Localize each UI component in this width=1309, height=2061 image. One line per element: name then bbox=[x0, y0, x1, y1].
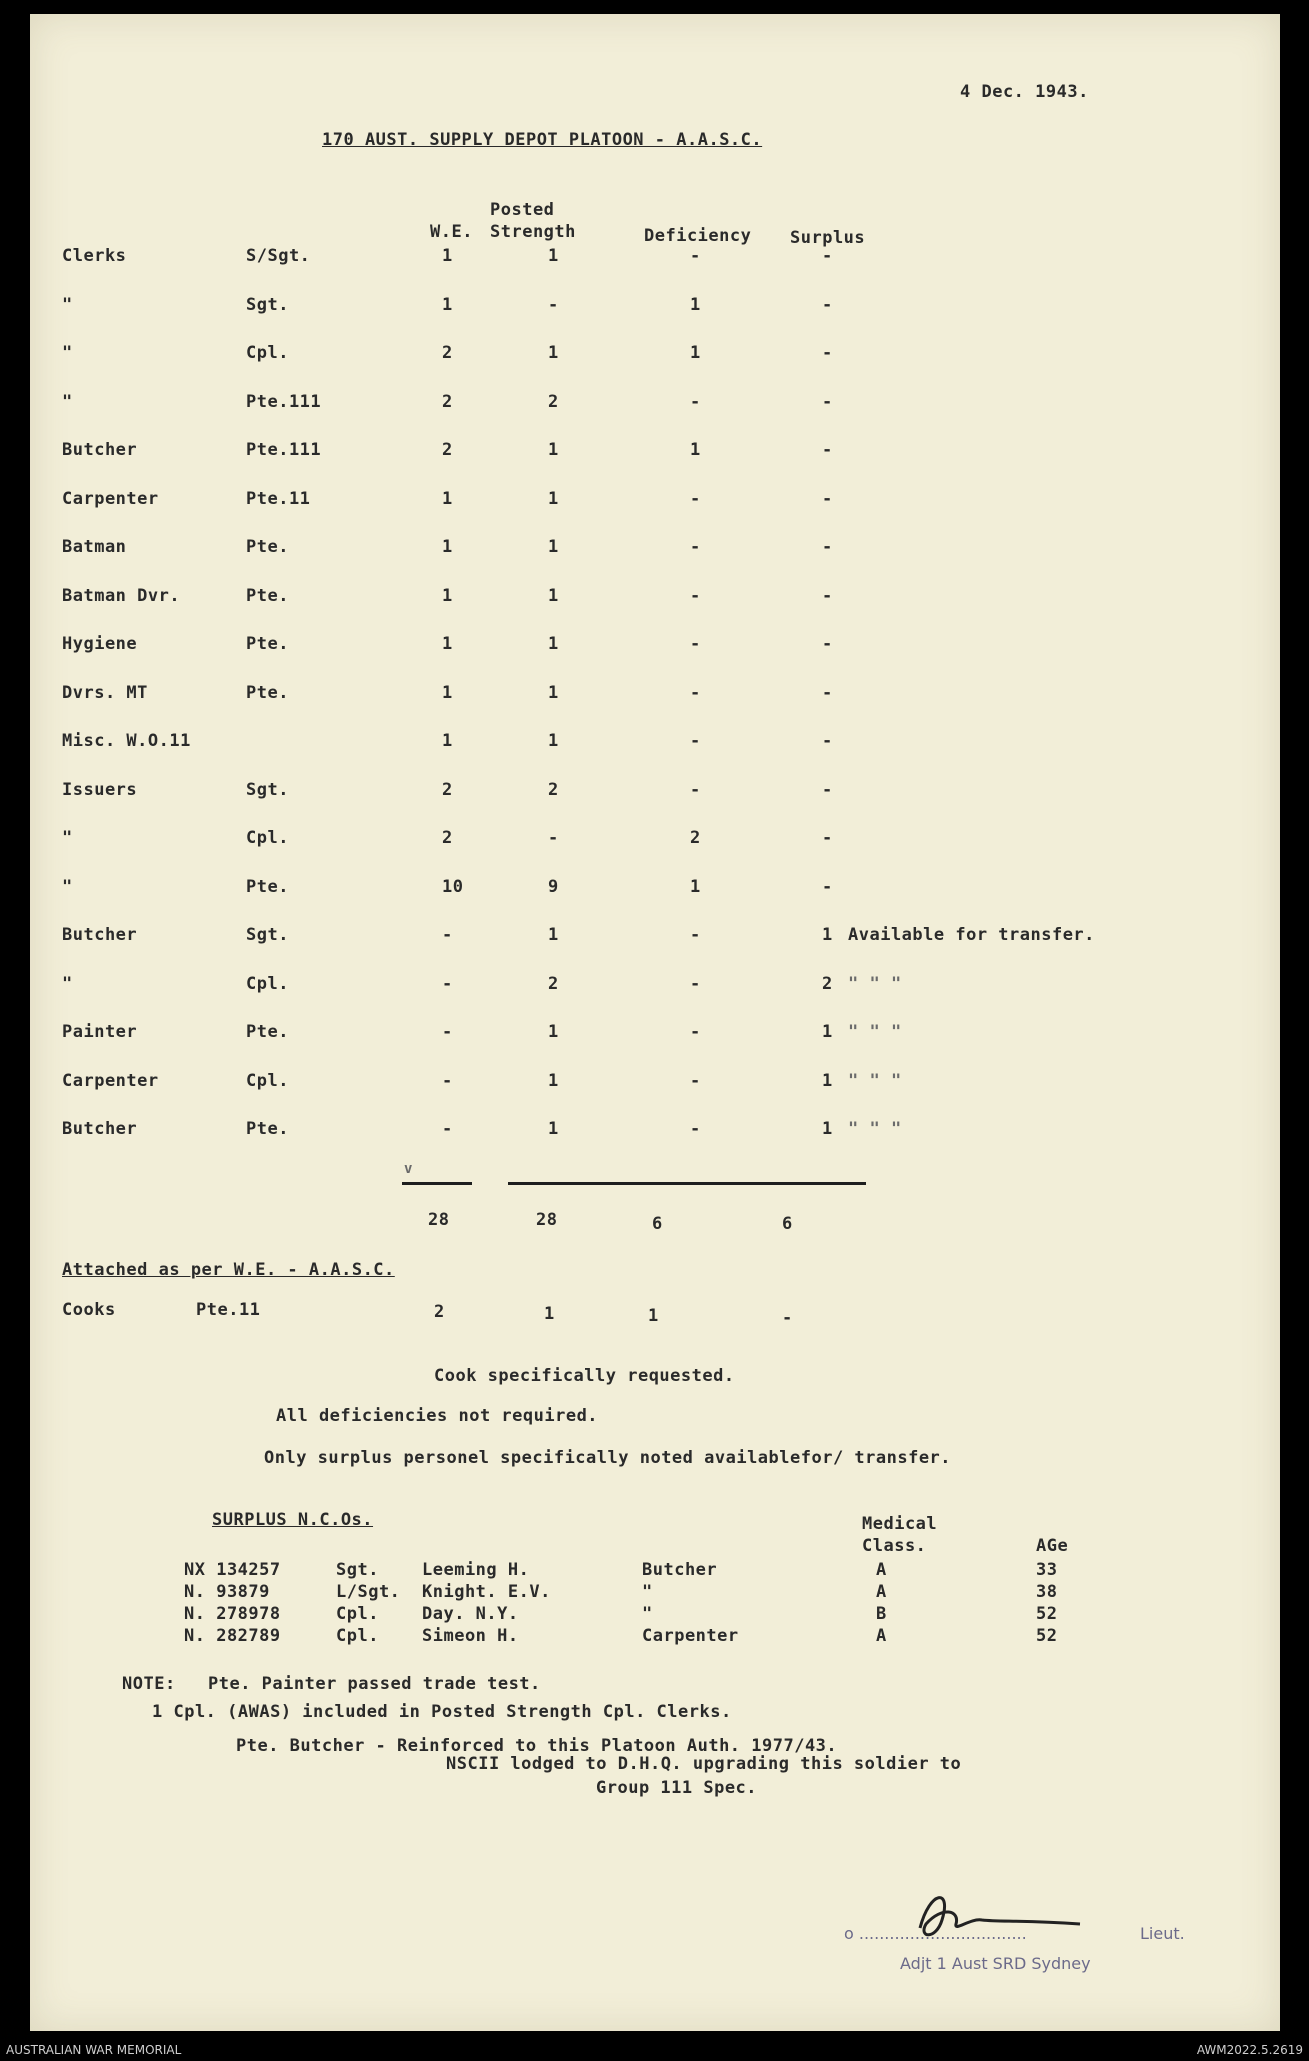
row-2-posted: 1 bbox=[548, 343, 559, 363]
row-18-def: - bbox=[690, 1119, 701, 1139]
row-10-we: 1 bbox=[442, 731, 453, 751]
footer-left: AUSTRALIAN WAR MEMORIAL bbox=[6, 2043, 182, 2057]
surplus-row-1-rank: L/Sgt. bbox=[336, 1582, 401, 1602]
row-15-rank: Cpl. bbox=[246, 973, 289, 994]
surplus-row-3-name: Simeon H. bbox=[422, 1626, 519, 1646]
row-7-sur: - bbox=[822, 585, 833, 606]
row-7-posted: 1 bbox=[548, 585, 559, 606]
row-18-sur: 1 bbox=[822, 1119, 833, 1139]
age-header: AGe bbox=[1036, 1536, 1069, 1556]
row-6-we: 1 bbox=[442, 537, 453, 557]
attached-heading: Attached as per W.E. - A.A.S.C. bbox=[62, 1260, 395, 1280]
surplus-row-2-trade: " bbox=[642, 1604, 653, 1624]
surplus-row-3-rank: Cpl. bbox=[336, 1626, 379, 1646]
row-2-we: 2 bbox=[442, 343, 453, 363]
row-18-posted: 1 bbox=[548, 1119, 559, 1139]
medical-header: Medical bbox=[862, 1514, 938, 1534]
row-5-rank: Pte.11 bbox=[246, 488, 311, 509]
row-7-we: 1 bbox=[442, 585, 453, 606]
row-10-sur: - bbox=[822, 731, 833, 751]
row-4-def: 1 bbox=[690, 440, 701, 460]
row-6-def: - bbox=[690, 537, 701, 557]
row-13-def: 1 bbox=[690, 876, 701, 897]
row-12-we: 2 bbox=[442, 828, 453, 848]
row-4-trade: Butcher bbox=[62, 440, 138, 460]
row-16-posted: 1 bbox=[548, 1022, 559, 1042]
row-14-sur: 1 bbox=[822, 925, 833, 945]
attached-deficiency: 1 bbox=[648, 1306, 659, 1326]
footer-right: AWM2022.5.2619 bbox=[1196, 2043, 1303, 2057]
stamp-adjutant: Adjt 1 Aust SRD Sydney bbox=[900, 1954, 1091, 1973]
surplus-row-3-cls: A bbox=[876, 1626, 887, 1646]
row-18-trade: Butcher bbox=[62, 1119, 138, 1139]
row-3-rank: Pte.111 bbox=[246, 391, 322, 412]
surplus-row-3-age: 52 bbox=[1036, 1626, 1058, 1646]
row-12-posted: - bbox=[548, 828, 559, 848]
surplus-row-2-cls: B bbox=[876, 1604, 887, 1624]
row-13-posted: 9 bbox=[548, 876, 559, 897]
row-14-trade: Butcher bbox=[62, 925, 138, 945]
row-5-def: - bbox=[690, 488, 701, 509]
row-8-trade: Hygiene bbox=[62, 634, 138, 654]
row-7-rank: Pte. bbox=[246, 585, 289, 606]
note-2: 1 Cpl. (AWAS) included in Posted Strength Cpl. Clerks. bbox=[152, 1702, 732, 1722]
row-12-trade: " bbox=[62, 828, 73, 848]
header-we: W.E. bbox=[430, 222, 473, 242]
surplus-row-2-no: N. 278978 bbox=[184, 1604, 281, 1624]
surplus-row-0-trade: Butcher bbox=[642, 1560, 718, 1580]
row-16-trade: Painter bbox=[62, 1022, 138, 1042]
surplus-heading: SURPLUS N.C.Os. bbox=[212, 1510, 374, 1530]
class-header: Class. bbox=[862, 1536, 927, 1556]
note-4: NSCII lodged to D.H.Q. upgrading this soldier to bbox=[446, 1754, 962, 1774]
row-2-rank: Cpl. bbox=[246, 343, 289, 363]
surplus-row-1-no: N. 93879 bbox=[184, 1582, 270, 1602]
row-6-posted: 1 bbox=[548, 537, 559, 557]
row-15-trade: " bbox=[62, 973, 73, 994]
row-14-def: - bbox=[690, 925, 701, 945]
row-9-we: 1 bbox=[442, 682, 453, 703]
surplus-row-0-rank: Sgt. bbox=[336, 1560, 379, 1580]
surplus-row-2-name: Day. N.Y. bbox=[422, 1604, 519, 1624]
surplus-row-0-no: NX 134257 bbox=[184, 1560, 281, 1580]
row-5-trade: Carpenter bbox=[62, 488, 159, 509]
row-17-rank: Cpl. bbox=[246, 1070, 289, 1091]
remark-1: Cook specifically requested. bbox=[434, 1366, 735, 1386]
row-2-sur: - bbox=[822, 343, 833, 363]
row-14-posted: 1 bbox=[548, 925, 559, 945]
surplus-row-1-cls: A bbox=[876, 1582, 887, 1602]
surplus-row-1-name: Knight. E.V. bbox=[422, 1582, 551, 1602]
attached-surplus: - bbox=[782, 1308, 793, 1328]
row-16-rank: Pte. bbox=[246, 1022, 289, 1042]
row-3-we: 2 bbox=[442, 391, 453, 412]
attached-we: 2 bbox=[434, 1302, 445, 1322]
row-0-trade: Clerks bbox=[62, 246, 127, 266]
row-0-posted: 1 bbox=[548, 246, 559, 266]
row-12-def: 2 bbox=[690, 828, 701, 848]
row-4-we: 2 bbox=[442, 440, 453, 460]
surplus-row-1-age: 38 bbox=[1036, 1582, 1058, 1602]
stamp-dots: o ................................. bbox=[844, 1924, 1027, 1943]
attached-trade: Cooks bbox=[62, 1300, 116, 1320]
row-16-we: - bbox=[442, 1022, 453, 1042]
row-15-we: - bbox=[442, 973, 453, 994]
surplus-row-3-no: N. 282789 bbox=[184, 1626, 281, 1646]
row-13-trade: " bbox=[62, 876, 73, 897]
row-5-posted: 1 bbox=[548, 488, 559, 509]
row-0-we: 1 bbox=[442, 246, 453, 266]
row-4-sur: - bbox=[822, 440, 833, 460]
row-1-posted: - bbox=[548, 294, 559, 315]
note-1: Pte. Painter passed trade test. bbox=[208, 1674, 541, 1694]
row-10-posted: 1 bbox=[548, 731, 559, 751]
row-11-we: 2 bbox=[442, 779, 453, 800]
row-8-def: - bbox=[690, 634, 701, 654]
row-2-trade: " bbox=[62, 343, 73, 363]
stamp-lieut: Lieut. bbox=[1140, 1924, 1185, 1943]
row-6-rank: Pte. bbox=[246, 537, 289, 557]
row-9-trade: Dvrs. MT bbox=[62, 682, 148, 703]
row-7-trade: Batman Dvr. bbox=[62, 585, 181, 606]
row-14-rank: Sgt. bbox=[246, 925, 289, 945]
surplus-row-0-age: 33 bbox=[1036, 1560, 1058, 1580]
row-0-rank: S/Sgt. bbox=[246, 246, 311, 266]
row-11-sur: - bbox=[822, 779, 833, 800]
total-rule-we bbox=[402, 1182, 472, 1185]
row-0-def: - bbox=[690, 246, 701, 266]
row-18-rank: Pte. bbox=[246, 1119, 289, 1139]
row-9-posted: 1 bbox=[548, 682, 559, 703]
row-8-we: 1 bbox=[442, 634, 453, 654]
row-17-posted: 1 bbox=[548, 1070, 559, 1091]
row-13-sur: - bbox=[822, 876, 833, 897]
row-4-posted: 1 bbox=[548, 440, 559, 460]
total-posted: 28 bbox=[536, 1210, 558, 1230]
row-10-trade: Misc. W.O.11 bbox=[62, 731, 191, 751]
row-9-sur: - bbox=[822, 682, 833, 703]
remark-2: All deficiencies not required. bbox=[276, 1406, 599, 1426]
row-17-note: " " " bbox=[848, 1070, 902, 1091]
header-surplus: Surplus bbox=[790, 228, 866, 248]
row-17-trade: Carpenter bbox=[62, 1070, 159, 1091]
row-5-we: 1 bbox=[442, 488, 453, 509]
row-3-posted: 2 bbox=[548, 391, 559, 412]
surplus-row-2-age: 52 bbox=[1036, 1604, 1058, 1624]
document-page bbox=[30, 14, 1280, 2031]
row-10-def: - bbox=[690, 731, 701, 751]
note-5: Group 111 Spec. bbox=[596, 1778, 758, 1798]
row-6-sur: - bbox=[822, 537, 833, 557]
total-rule bbox=[508, 1182, 866, 1185]
row-3-def: - bbox=[690, 391, 701, 412]
row-4-rank: Pte.111 bbox=[246, 440, 322, 460]
row-15-def: - bbox=[690, 973, 701, 994]
row-1-rank: Sgt. bbox=[246, 294, 289, 315]
row-5-sur: - bbox=[822, 488, 833, 509]
row-11-trade: Issuers bbox=[62, 779, 138, 800]
row-8-rank: Pte. bbox=[246, 634, 289, 654]
document-date: 4 Dec. 1943. bbox=[960, 82, 1089, 102]
row-17-we: - bbox=[442, 1070, 453, 1091]
row-13-rank: Pte. bbox=[246, 876, 289, 897]
row-3-trade: " bbox=[62, 391, 73, 412]
surplus-row-2-rank: Cpl. bbox=[336, 1604, 379, 1624]
row-16-note: " " " bbox=[848, 1022, 902, 1042]
row-9-rank: Pte. bbox=[246, 682, 289, 703]
row-7-def: - bbox=[690, 585, 701, 606]
row-11-rank: Sgt. bbox=[246, 779, 289, 800]
row-13-we: 10 bbox=[442, 876, 464, 897]
row-17-def: - bbox=[690, 1070, 701, 1091]
surplus-row-0-name: Leeming H. bbox=[422, 1560, 530, 1580]
row-1-def: 1 bbox=[690, 294, 701, 315]
total-we: 28 bbox=[428, 1210, 450, 1230]
note-3: Pte. Butcher - Reinforced to this Platoon Auth. 1977/43. bbox=[236, 1736, 838, 1756]
row-11-posted: 2 bbox=[548, 779, 559, 800]
total-deficiency: 6 bbox=[652, 1214, 663, 1234]
header-strength: Strength bbox=[490, 222, 576, 242]
row-16-def: - bbox=[690, 1022, 701, 1042]
row-0-sur: - bbox=[822, 246, 833, 266]
attached-rank: Pte.11 bbox=[196, 1300, 261, 1320]
row-2-def: 1 bbox=[690, 343, 701, 363]
row-1-we: 1 bbox=[442, 294, 453, 315]
row-17-sur: 1 bbox=[822, 1070, 833, 1091]
row-16-sur: 1 bbox=[822, 1022, 833, 1042]
surplus-row-0-cls: A bbox=[876, 1560, 887, 1580]
total-surplus: 6 bbox=[782, 1214, 793, 1234]
document-title: 170 AUST. SUPPLY DEPOT PLATOON - A.A.S.C. bbox=[322, 130, 763, 150]
row-12-sur: - bbox=[822, 828, 833, 848]
row-14-we: - bbox=[442, 925, 453, 945]
row-14-note: Available for transfer. bbox=[848, 925, 1095, 945]
row-12-rank: Cpl. bbox=[246, 828, 289, 848]
row-15-sur: 2 bbox=[822, 973, 833, 994]
row-1-sur: - bbox=[822, 294, 833, 315]
surplus-row-3-trade: Carpenter bbox=[642, 1626, 739, 1646]
surplus-row-1-trade: " bbox=[642, 1582, 653, 1602]
attached-posted: 1 bbox=[544, 1304, 555, 1324]
row-11-def: - bbox=[690, 779, 701, 800]
row-6-trade: Batman bbox=[62, 537, 127, 557]
row-18-we: - bbox=[442, 1119, 453, 1139]
row-1-trade: " bbox=[62, 294, 73, 315]
row-3-sur: - bbox=[822, 391, 833, 412]
row-15-posted: 2 bbox=[548, 973, 559, 994]
header-deficiency: Deficiency bbox=[644, 226, 752, 246]
header-posted: Posted bbox=[490, 200, 555, 220]
tick-mark: v bbox=[404, 1161, 413, 1177]
row-8-sur: - bbox=[822, 634, 833, 654]
note-label: NOTE: bbox=[122, 1674, 176, 1694]
remark-3: Only surplus personel specifically noted availablefor/ transfer. bbox=[264, 1448, 952, 1468]
row-9-def: - bbox=[690, 682, 701, 703]
row-8-posted: 1 bbox=[548, 634, 559, 654]
row-18-note: " " " bbox=[848, 1119, 902, 1139]
row-15-note: " " " bbox=[848, 973, 902, 994]
